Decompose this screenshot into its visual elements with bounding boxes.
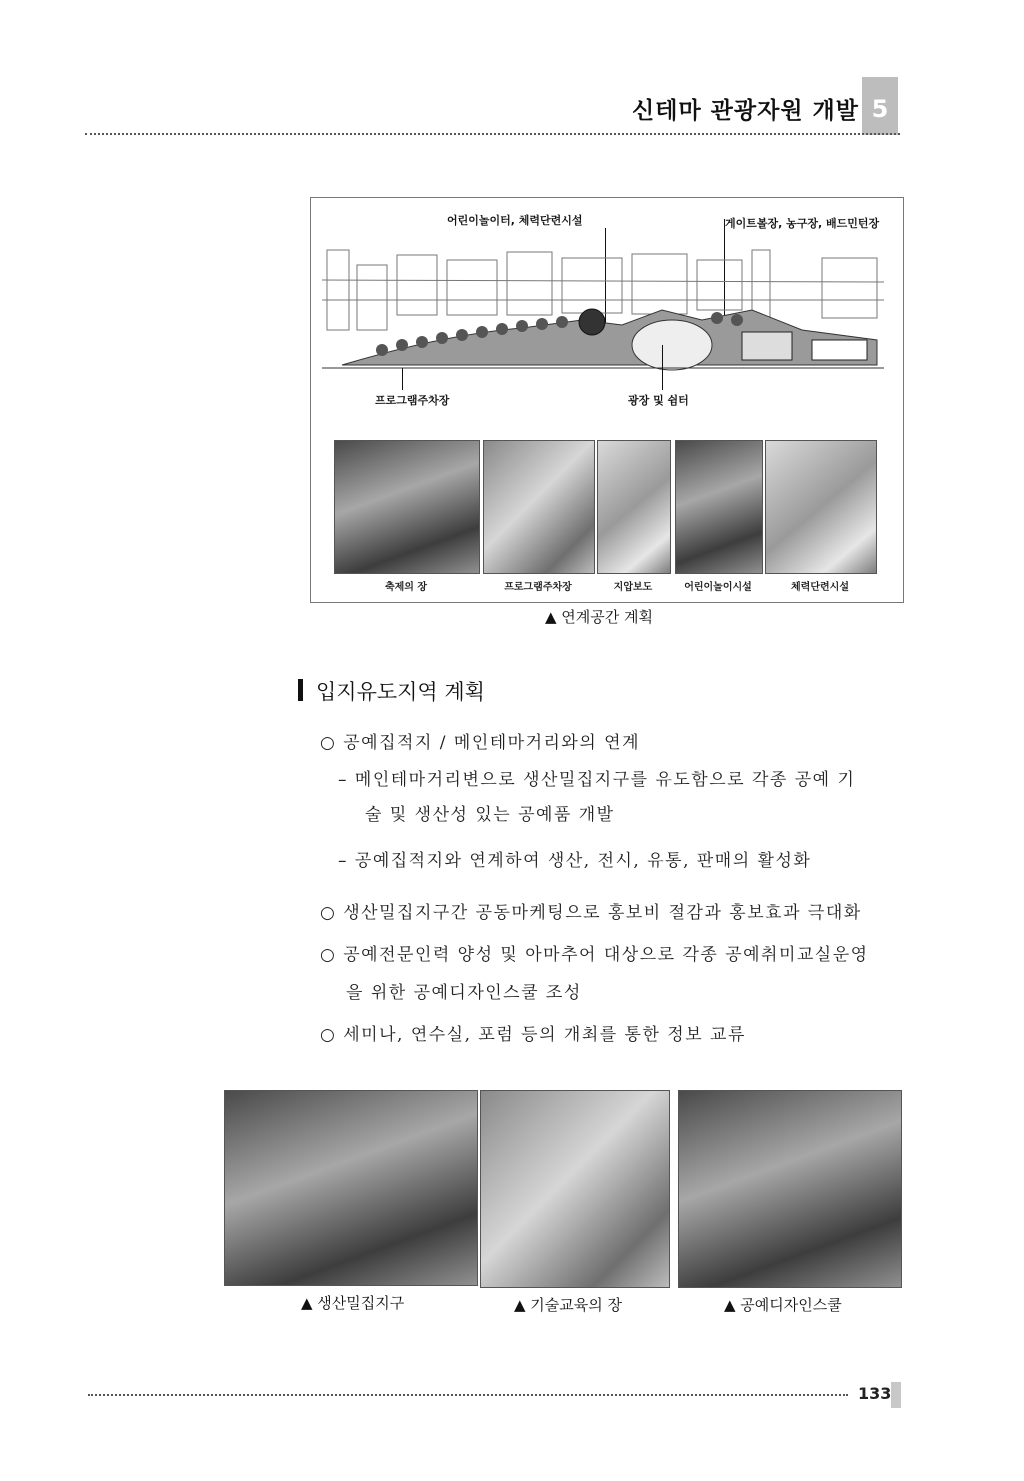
photo-caption: 프로그램주차장: [504, 582, 572, 593]
sketch-label-courts: 게이트볼장, 농구장, 배드민턴장: [725, 217, 880, 230]
leader-line: [402, 368, 403, 390]
section-marker: [298, 679, 303, 701]
photo-program-parking: [483, 440, 595, 574]
leader-line: [662, 345, 663, 390]
list-item: ○ 공예집적지 / 메인테마거리와의 연계: [320, 733, 641, 753]
photo-caption: ▲ 공예디자인스쿨: [724, 1296, 842, 1314]
photo-caption: 지압보도: [613, 582, 653, 593]
list-item-continuation: 을 위한 공예디자인스쿨 조성: [346, 983, 582, 1003]
photo-technical-education: [480, 1090, 670, 1288]
figure-caption: ▲ 연계공간 계획: [545, 608, 654, 626]
photo-caption: 체력단련시설: [791, 582, 849, 593]
list-item: – 메인테마거리변으로 생산밀집지구를 유도함으로 각종 공예 기: [338, 770, 856, 790]
photo-acupressure-path: [597, 440, 671, 574]
list-item: ○ 공예전문인력 양성 및 아마추어 대상으로 각종 공예취미교실운영: [320, 945, 869, 965]
page-number: 133: [858, 1384, 892, 1403]
photo-craft-design-school: [678, 1090, 902, 1288]
footer-divider: [88, 1394, 848, 1396]
photo-fitness-facility: [765, 440, 877, 574]
footer-tab: [891, 1382, 901, 1408]
sketch-label-parking: 프로그램주차장: [375, 394, 450, 407]
list-item: ○ 세미나, 연수실, 포럼 등의 개최를 통한 정보 교류: [320, 1025, 746, 1045]
list-item: – 공예집적지와 연계하여 생산, 전시, 유통, 판매의 활성화: [338, 851, 812, 871]
chapter-tab: [862, 77, 898, 135]
chapter-title: 신테마 관광자원 개발: [632, 98, 859, 124]
photo-festival: [334, 440, 480, 574]
photo-caption: 어린이놀이시설: [684, 582, 752, 593]
list-item: ○ 생산밀집지구간 공동마케팅으로 홍보비 절감과 홍보효과 극대화: [320, 903, 862, 923]
section-title: 입지유도지역 계획: [316, 680, 485, 704]
photo-caption: ▲ 생산밀집지구: [301, 1294, 405, 1312]
landscape-sketch: [322, 240, 884, 385]
photo-caption: ▲ 기술교육의 장: [514, 1296, 623, 1314]
sketch-label-playground: 어린이놀이터, 체력단련시설: [447, 214, 583, 227]
photo-kids-facility: [675, 440, 763, 574]
header-divider: [85, 133, 900, 135]
sketch-label-plaza: 광장 및 쉼터: [628, 394, 689, 407]
photo-production-district: [224, 1090, 478, 1286]
list-item-continuation: 술 및 생산성 있는 공예품 개발: [365, 805, 615, 825]
chapter-number: 5: [871, 95, 889, 123]
photo-caption: 축제의 장: [384, 582, 428, 593]
